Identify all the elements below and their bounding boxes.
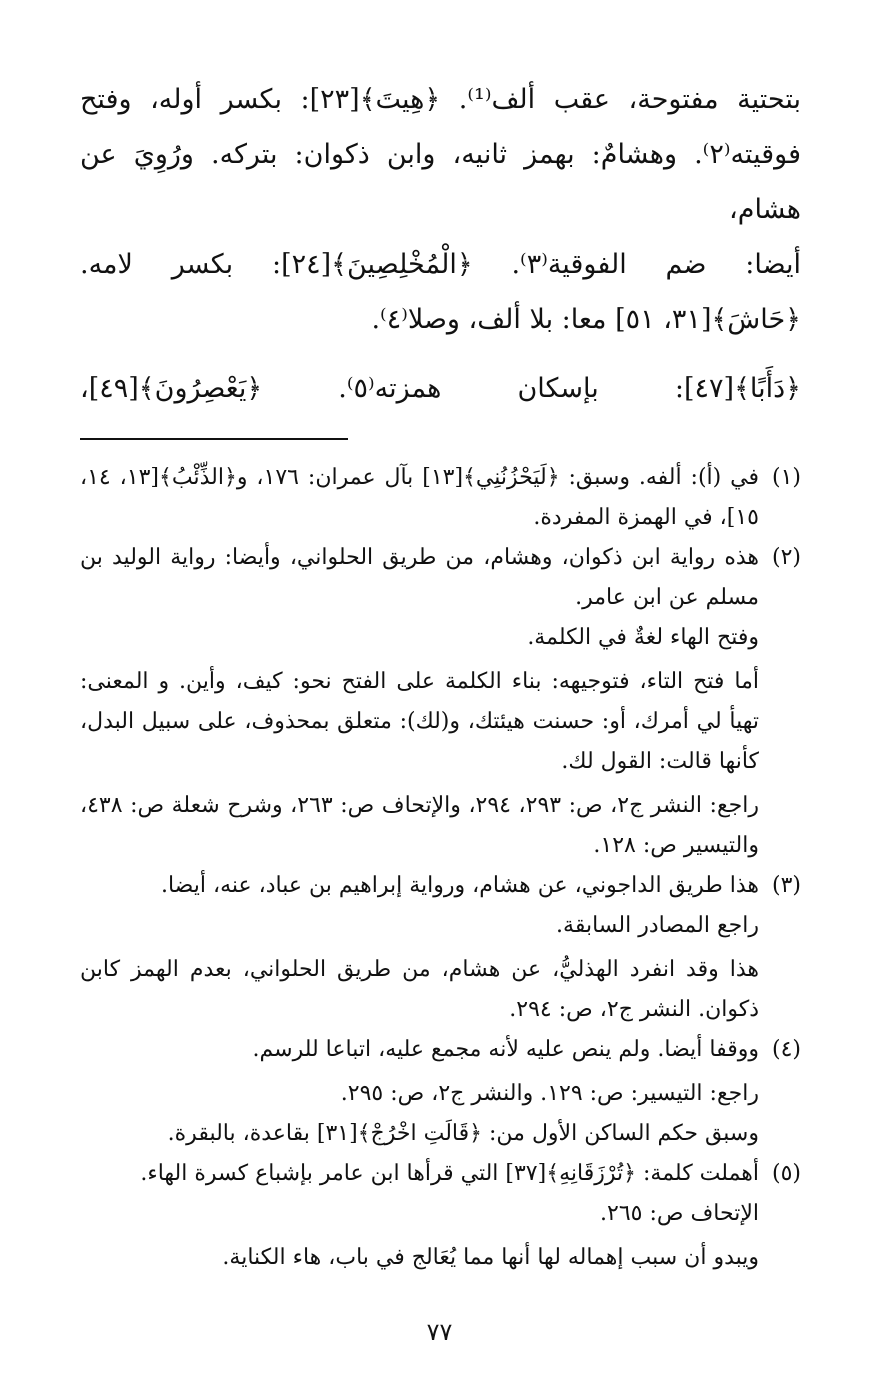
footnote-number: (٢) — [771, 545, 801, 570]
main-line: ﴿حَاشَ﴾[٣١، ٥١] معا: بلا ألف، وصلا⁽٤⁾. — [371, 304, 801, 335]
footnotes — [80, 458, 801, 1278]
footnote-number: (٥) — [771, 1161, 801, 1186]
footnote-text: هذه رواية ابن ذكوان، وهشام، من طريق الحلواني، وأيضا: رواية الوليد بن مسلم عن ابن عامر. — [80, 545, 759, 610]
footnote-text: ويبدو أن سبب إهماله لها أنها مما يُعَالج في باب، هاء الكناية. — [222, 1245, 759, 1270]
footnote-text: الإتحاف ص: ٢٦٥. — [600, 1201, 759, 1226]
footnote-text: وفتح الهاء لغةٌ في الكلمة. — [527, 625, 759, 650]
footnote-text: راجع: التيسير: ص: ١٢٩. والنشر ج٢، ص: ٢٩٥. — [340, 1081, 759, 1106]
main-line: بتحتية مفتوحة، عقب ألف⁽¹⁾. ﴿هِيتَ﴾[٢٣]: بكسر أوله، وفتح — [80, 84, 802, 115]
footnote-text: أما فتح التاء، فتوجيهه: بناء الكلمة على الفتح نحو: كيف، وأين. و المعنى: تهيأ لي أمرك، أو: حسنت هيئتك، و(لك): متعلق بمحذوف، على سبيل البدل، كأنها قالت: القول لك. — [80, 669, 759, 774]
footnote-separator — [80, 438, 348, 440]
footnote-text: أهملت كلمة: ﴿تُرْزَقَانِهِ﴾[٣٧] التي قرأها ابن عامر بإشباع كسرة الهاء. — [140, 1161, 759, 1186]
main-text — [80, 72, 801, 416]
footnote-text: راجع المصادر السابقة. — [556, 913, 759, 938]
footnote-text: وسبق حكم الساكن الأول من: ﴿قَالَتِ اخْرُجْ﴾[٣١] بقاعدة، بالبقرة. — [167, 1121, 759, 1146]
footnote-text: راجع: النشر ج٢، ص: ٢٩٣، ٢٩٤، والإتحاف ص: ٢٦٣، وشرح شعلة ص: ٤٣٨، والتيسير ص: ١٢٨. — [80, 793, 759, 858]
footnote-number: (٤) — [771, 1037, 801, 1062]
main-line: فوقيته⁽٢⁾. وهشامٌ: بهمز ثانيه، وابن ذكوان: بتركه. ورُوِيَ عن هشام، — [80, 139, 801, 225]
footnote-number: (٣) — [771, 873, 801, 898]
page-number: ٧٧ — [426, 1318, 453, 1346]
footnote-text: هذا وقد انفرد الهذليُّ، عن هشام، من طريق الحلواني، بعدم الهمز كابن ذكوان. النشر ج٢، ص: ٢٩٤. — [80, 957, 759, 1022]
footnote-1 — [80, 458, 801, 538]
footnote-text: هذا طريق الداجوني، عن هشام، ورواية إبراهيم بن عباد، عنه، أيضا. — [160, 873, 759, 898]
footnote-4 — [80, 1030, 801, 1154]
main-line: أيضا: ضم الفوقية⁽٣⁾. ﴿الْمُخْلِصِينَ﴾[٢٤]: بكسر لامه. — [80, 249, 802, 280]
footnote-3 — [80, 866, 801, 1030]
footnote-2 — [80, 538, 801, 866]
footnote-5 — [80, 1154, 801, 1278]
footnote-text: في (أ): ألفه. وسبق: ﴿لَيَحْزُنُنِي﴾[١٣] بآل عمران: ١٧٦، و﴿الذِّئْبُ﴾[١٣، ١٤، ١٥]، في الهمزة المفردة. — [80, 465, 760, 530]
main-line: ﴿دَأَبًا﴾[٤٧]: بإسكان همزته⁽٥⁾. ﴿يَعْصِرُونَ﴾[٤٩]، — [80, 373, 801, 404]
footnote-text: ووقفا أيضا. ولم ينص عليه لأنه مجمع عليه، اتباعا للرسم. — [252, 1037, 759, 1062]
footnote-number: (١) — [771, 465, 801, 490]
